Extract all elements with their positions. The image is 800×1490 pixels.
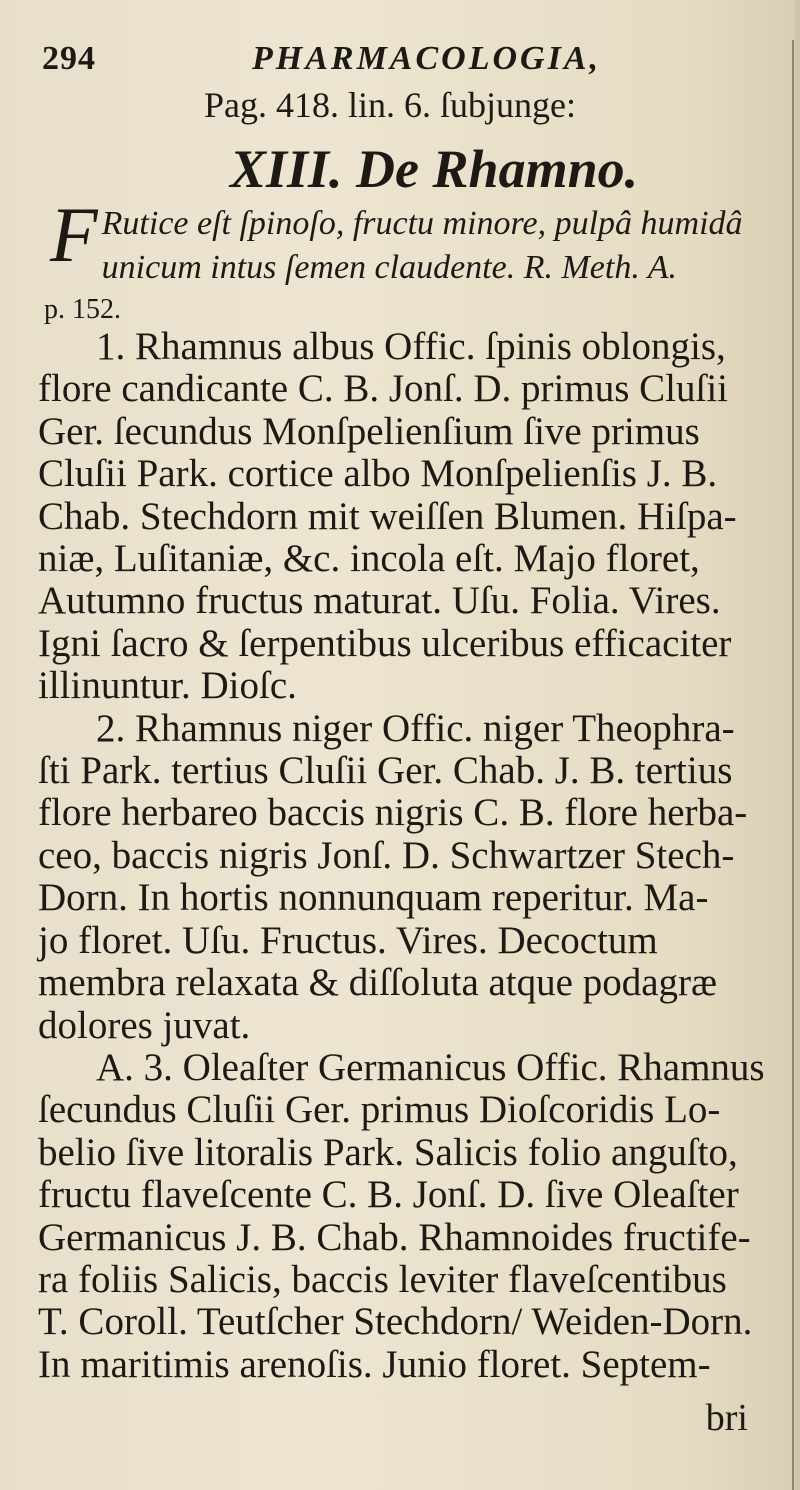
page-number: 294 (42, 40, 96, 77)
definition-line: p. 152. (44, 294, 121, 325)
body-line: Cluſii Park. cortice albo Monſpelienſis J. B. (38, 452, 718, 496)
body-line: membra relaxata & diſſoluta atque podagræ (38, 961, 718, 1005)
page-edge-line (792, 40, 794, 1490)
body-line: belio ſive litoralis Park. Salicis folio anguſto, (38, 1130, 738, 1174)
body-line: Chab. Stechdorn mit weiſſen Blumen. Hiſpa- (38, 494, 737, 538)
body-line: dolores juvat. (38, 1003, 251, 1047)
body-line: Ger. ſecundus Monſpelienſium ſive primus (38, 409, 700, 453)
body-line: ſecundus Cluſii Ger. primus Dioſcoridis Lo- (38, 1088, 721, 1132)
body-line: In maritimis arenoſis. Junio floret. Septem- (38, 1342, 711, 1386)
definition-paragraph (44, 191, 784, 330)
body-line: flore herbareo baccis nigris C. B. flore herba- (38, 791, 748, 835)
body-line: Germanicus J. B. Chab. Rhamnoides fructife- (38, 1215, 751, 1259)
drop-cap: F (50, 191, 98, 278)
body-line: niæ, Luſitaniæ, &c. incola eſt. Majo floret, (38, 537, 700, 581)
body-line: ceo, baccis nigris Jonſ. D. Schwartzer Stech- (38, 833, 735, 877)
definition-line: Rutice eſt ſpinoſo, fructu minore, pulpâ humidâ (101, 205, 743, 242)
body-line: ſti Park. tertius Cluſii Ger. Chab. J. B. tertius (38, 749, 733, 793)
definition-line: unicum intus ſemen claudente. R. Meth. A. (101, 249, 677, 286)
body-line: flore candicante C. B. Jonſ. D. primus Cluſii (38, 367, 728, 411)
catchword: bri (705, 1397, 748, 1439)
page-edge-shadow (795, 0, 800, 1490)
body-line: A. 3. Oleaſter Germanicus Offic. Rhamnus (96, 1045, 765, 1089)
body-line: 2. Rhamnus niger Offic. niger Theophra- (96, 706, 735, 750)
body-line: ra foliis Salicis, baccis leviter flaveſcentibus (38, 1257, 727, 1301)
body-line: Igni ſacro & ſerpentibus ulceribus efficaciter (38, 621, 732, 665)
body-line: Autumno fructus maturat. Uſu. Folia. Vires. (38, 579, 721, 623)
body-line: jo floret. Uſu. Fructus. Vires. Decoctum (38, 918, 658, 962)
page-header (42, 40, 742, 84)
body-line: fructu flaveſcente C. B. Jonſ. D. ſive Oleaſter (38, 1173, 739, 1217)
body-text (38, 326, 790, 1386)
body-line: T. Coroll. Teutſcher Stechdorn/ Weiden-Dorn. (38, 1300, 753, 1344)
section-title: XIII. De Rhamno. (230, 139, 639, 199)
body-line: illinuntur. Dioſc. (38, 664, 297, 708)
running-title: PHARMACOLOGIA, (252, 40, 601, 77)
body-line: Dorn. In hortis nonnunquam reperitur. Ma- (38, 876, 709, 920)
body-line: 1. Rhamnus albus Offic. ſpinis oblongis, (96, 325, 726, 368)
reference-line: Pag. 418. lin. 6. ſubjunge: (204, 85, 576, 125)
